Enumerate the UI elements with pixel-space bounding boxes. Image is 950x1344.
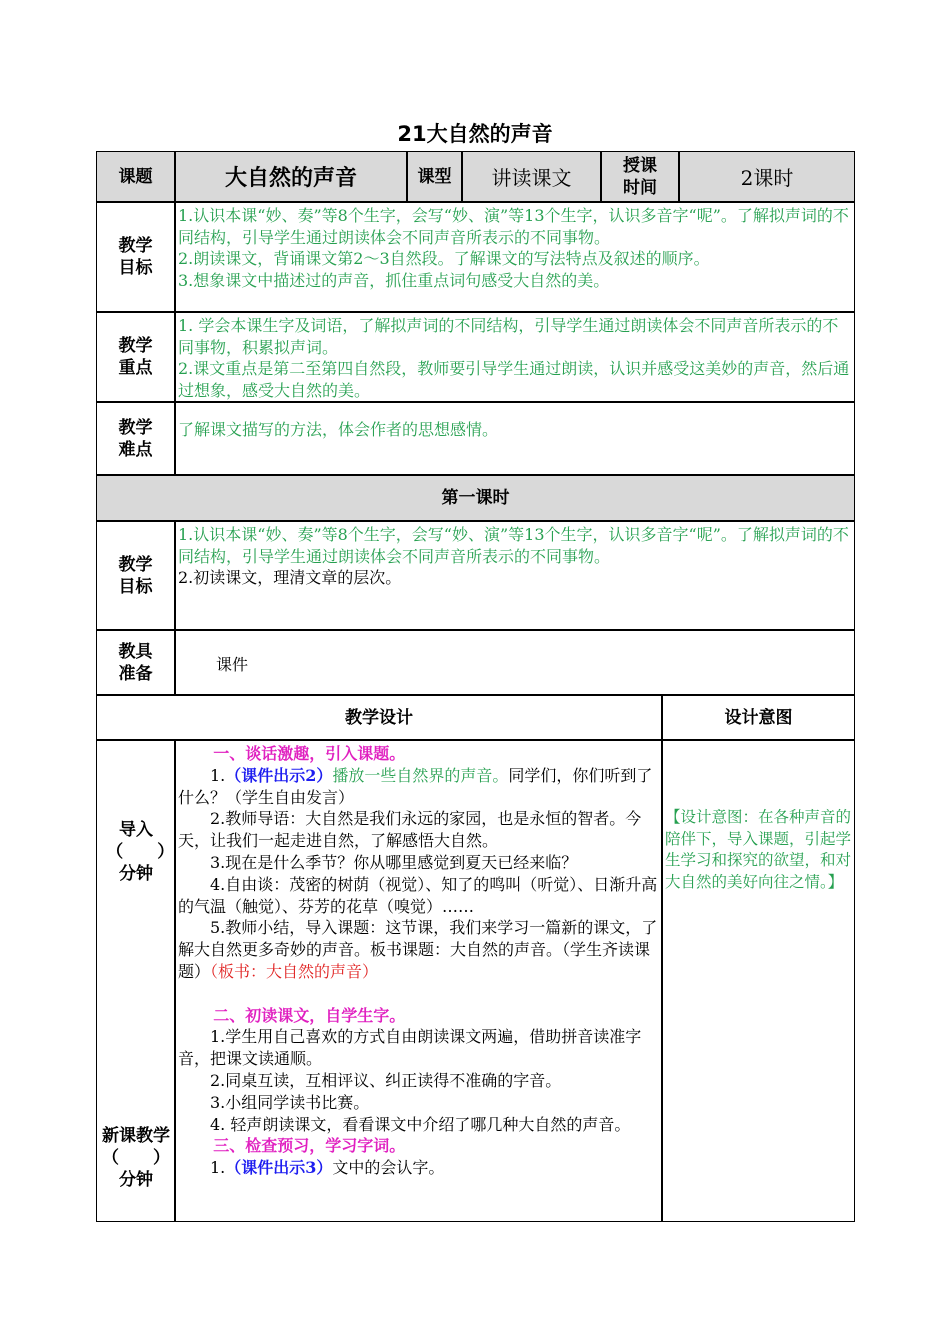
tools-label: 教具准备 (96, 630, 175, 695)
lesson1-objectives-label: 教学目标 (96, 521, 175, 630)
objectives-label: 教学目标 (96, 202, 175, 312)
objective-line-3: 3.想象课文中描述过的声音，抓住重点词句感受大自然的美。 (178, 270, 610, 290)
key-points-label: 教学重点 (96, 312, 175, 402)
design-intent-text: 【设计意图：在各种声音的陪伴下，导入课题，引起学生学习和探究的欲望，和对大自然的美好向往之情。】 (665, 808, 852, 891)
section-2-item-2: 2.同桌互读，互相评议、纠正读得不准确的字音。 (210, 1070, 562, 1090)
section-3-item-1: 1.（课件出示3）文中的会认字。 (210, 1158, 445, 1178)
objectives-content (175, 202, 855, 312)
objective-line-2: 2.朗读课文，背诵课文第2～3自然段。了解课文的写法特点及叙述的顺序。 (178, 249, 710, 268)
tools-content: 课件 (175, 630, 855, 695)
stage-intro: 导入（ ）分钟 (106, 820, 166, 884)
section-2-title: 二、初读课文，自学生字。 (213, 1005, 406, 1025)
document-title: 21大自然的声音 (397, 122, 553, 146)
section-1-item-3: 3.现在是什么季节？你从哪里感觉到夏天已经来临？ (210, 852, 578, 872)
lesson1-objective-2: 2.初读课文，理清文章的层次。 (178, 568, 402, 587)
design-header-left: 教学设计 (96, 695, 662, 740)
key-point-line-1: 1. 学会本课生字及词语，了解拟声词的不同结构，引导学生通过朗读体会不同声音所表示的不同事物，积累拟声词。 (178, 316, 839, 357)
type-value: 讲读课文 (462, 151, 601, 202)
time-label: 授课时间 (601, 151, 679, 202)
section-1-title: 一、谈话激趣，引入课题。 (213, 744, 406, 763)
section-2-item-3: 3.小组同学读书比赛。 (210, 1092, 370, 1112)
difficulties-label: 教学难点 (96, 402, 175, 475)
section-2-item-1: 1.学生用自己喜欢的方式自由朗读课文两遍，借助拼音读准字音，把课文读通顺。 (178, 1027, 642, 1069)
lesson-content (175, 740, 662, 1222)
stage-column (96, 740, 175, 1222)
section-2-item-4: 4. 轻声朗读课文，看看课文中介绍了哪几种大自然的声音。 (210, 1114, 631, 1134)
design-intent-column (662, 740, 855, 1222)
topic-label: 课题 (96, 151, 175, 202)
key-points-content (175, 312, 855, 402)
section-1-item-4: 4.自由谈：茂密的树荫（视觉）、知了的鸣叫（听觉）、日渐升高的气温（触觉）、芬芳的花草（嗅觉）…… (178, 874, 658, 916)
section-1-item-2: 2.教师导语：大自然是我们永远的家园，也是永恒的智者。今天，让我们一起走进自然，了解感悟大自然。 (178, 809, 642, 851)
lesson1-objective-1: 1.认识本课“妙、奏”等8个生字，会写“妙、演”等13个生字，认识多音字“呢”。了解拟声词的不同结构，引导学生通过朗读体会不同声音所表示的不同事物。 (178, 525, 849, 566)
section-3-title: 三、检查预习，学习字词。 (213, 1136, 406, 1156)
lesson1-objectives-content (175, 521, 855, 630)
design-header-right: 设计意图 (662, 695, 855, 740)
lesson1-heading: 第一课时 (96, 475, 855, 521)
objective-line-1: 1.认识本课“妙、奏”等8个生字，会写“妙、演”等13个生字，认识多音字“呢”。了解拟声词的不同结构，引导学生通过朗读体会不同声音所表示的不同事物。 (178, 206, 849, 247)
section-1-item-5: 5.教师小结，导入课题：这节课，我们来学习一篇新的课文，了解大自然更多奇妙的声音。板书课题：大自然的声音。（学生齐读课题）（板书：大自然的声音） (178, 918, 658, 981)
stage-new: 新课教学（ ）分钟 (102, 1126, 170, 1190)
key-point-line-2: 2.课文重点是第二至第四自然段，教师要引导学生通过朗读，认识并感受这美妙的声音，然后通过想象，感受大自然的美。 (178, 359, 850, 400)
type-label: 课型 (407, 151, 462, 202)
section-1-item-1: 1.（课件出示2）播放一些自然界的声音。同学们，你们听到了什么？（学生自由发言） (178, 765, 653, 807)
topic-value: 大自然的声音 (175, 151, 407, 202)
time-value: 2课时 (679, 151, 855, 202)
difficulties-content: 了解课文描写的方法，体会作者的思想感情。 (175, 402, 855, 475)
